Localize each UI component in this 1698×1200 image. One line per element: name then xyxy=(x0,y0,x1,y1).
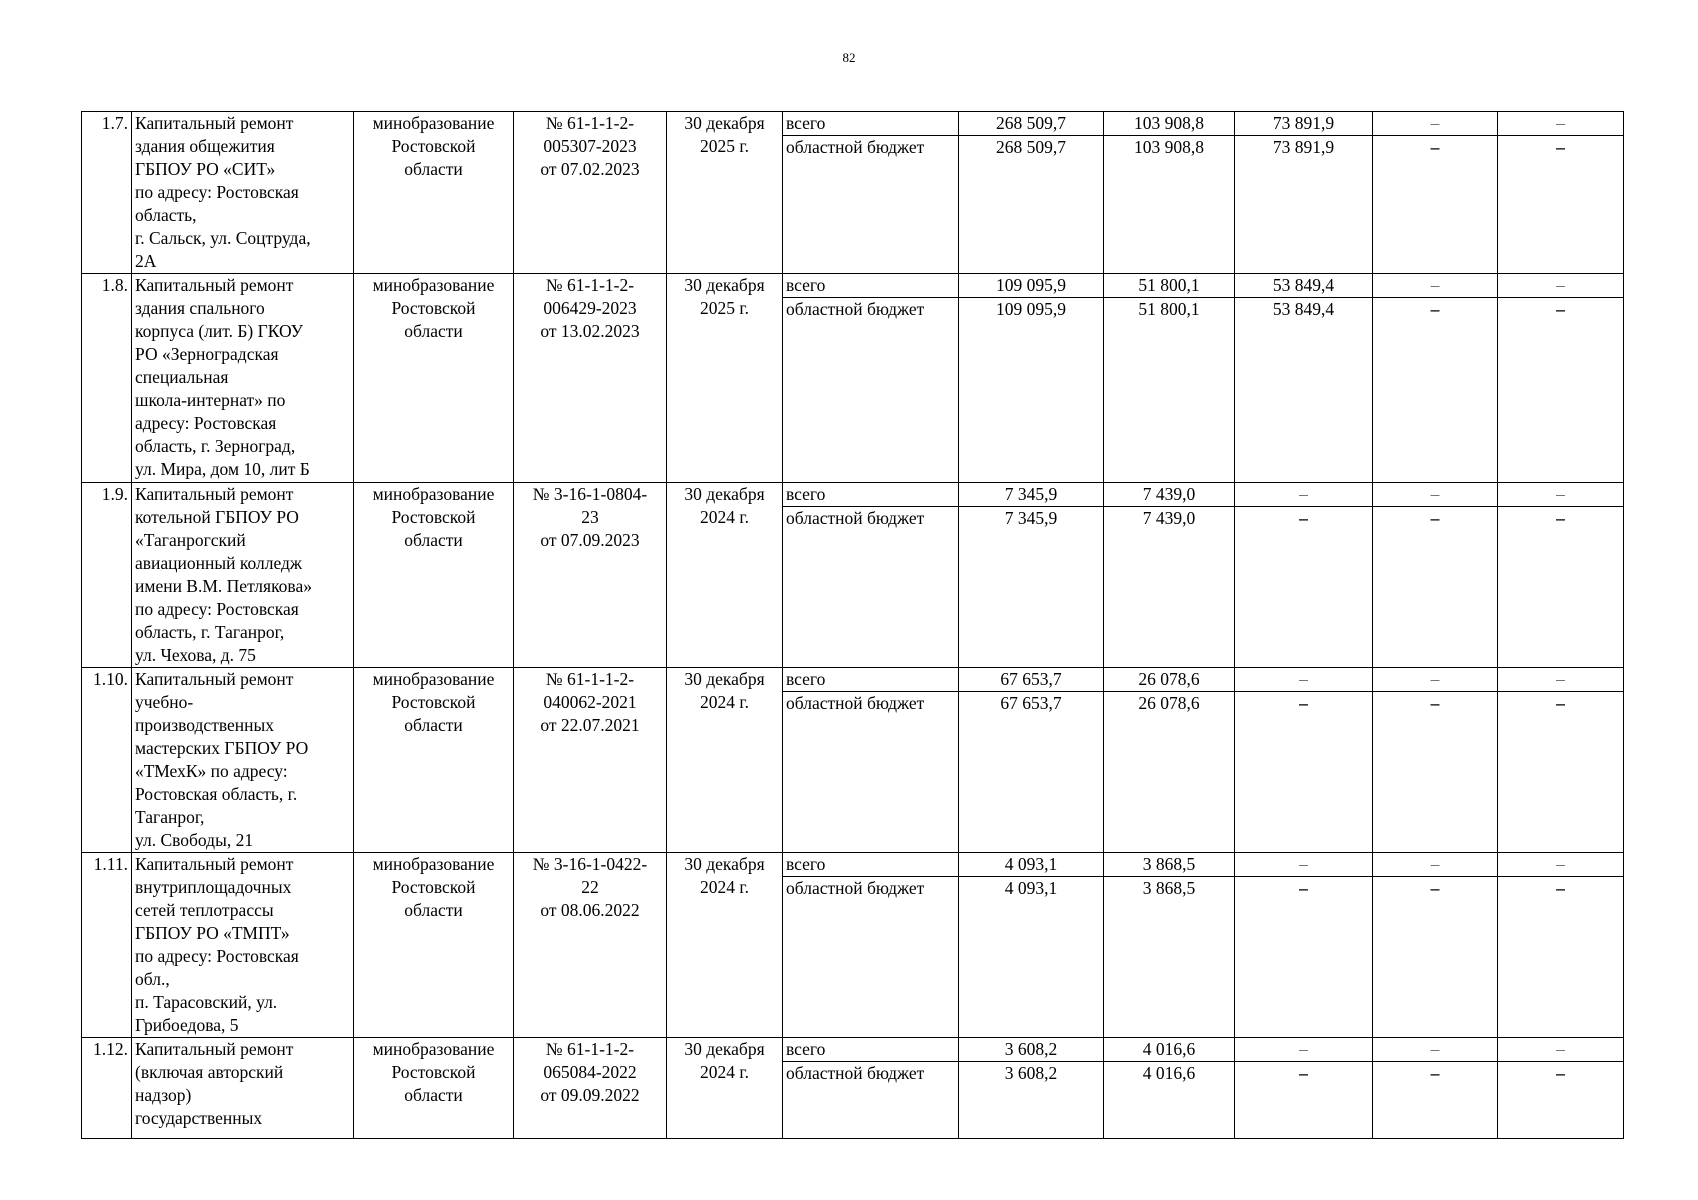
value-col-2: 26 078,6 xyxy=(1104,668,1235,692)
document-ref: № 61-1-1-2- 006429-2023 от 13.02.2023 xyxy=(514,274,667,483)
value-col-1: 109 095,9 xyxy=(959,298,1104,483)
source-regional-label: областной бюджет xyxy=(783,1062,959,1139)
value-col-4: – xyxy=(1373,1038,1498,1062)
value-col-4: – xyxy=(1373,112,1498,136)
object-name: Капитальный ремонт котельной ГБПОУ РО «Таганрогский авиационный колледж имени В.М. Петлякова» по адресу: Ростовская область, г. Таганрог, ул. Чехова, д. 75 xyxy=(132,483,354,668)
value-col-5: – xyxy=(1498,853,1624,877)
table-row xyxy=(82,1038,1624,1062)
value-col-1: 7 345,9 xyxy=(959,507,1104,668)
value-col-4: – xyxy=(1373,853,1498,877)
value-col-1: 4 093,1 xyxy=(959,853,1104,877)
value-col-2: 7 439,0 xyxy=(1104,507,1235,668)
value-col-1: 4 093,1 xyxy=(959,877,1104,1038)
value-col-5: – xyxy=(1498,298,1624,483)
value-col-3: 53 849,4 xyxy=(1235,274,1373,298)
responsible-body: минобразование Ростовской области xyxy=(354,1038,514,1139)
value-col-4: – xyxy=(1373,483,1498,507)
row-number: 1.8. xyxy=(82,274,132,483)
table-row xyxy=(82,483,1624,507)
table-row xyxy=(82,112,1624,136)
responsible-body: минобразование Ростовской области xyxy=(354,112,514,274)
value-col-5: – xyxy=(1498,507,1624,668)
value-col-4: – xyxy=(1373,136,1498,274)
value-col-2: 3 868,5 xyxy=(1104,877,1235,1038)
value-col-1: 67 653,7 xyxy=(959,668,1104,692)
value-col-3: – xyxy=(1235,1038,1373,1062)
document-ref: № 61-1-1-2- 040062-2021 от 22.07.2021 xyxy=(514,668,667,853)
value-col-1: 67 653,7 xyxy=(959,692,1104,853)
value-col-2: 4 016,6 xyxy=(1104,1038,1235,1062)
budget-table xyxy=(81,111,1624,1139)
source-total-label: всего xyxy=(783,112,959,136)
source-regional-label: областной бюджет xyxy=(783,692,959,853)
object-name: Капитальный ремонт учебно- производственных мастерских ГБПОУ РО «ТМехК» по адресу: Ростовская область, г. Таганрог, ул. Свободы, 21 xyxy=(132,668,354,853)
value-col-2: 103 908,8 xyxy=(1104,136,1235,274)
responsible-body: минобразование Ростовской области xyxy=(354,853,514,1038)
value-col-3: – xyxy=(1235,692,1373,853)
value-col-5: – xyxy=(1498,692,1624,853)
value-col-3: – xyxy=(1235,853,1373,877)
table-row xyxy=(82,668,1624,692)
value-col-1: 109 095,9 xyxy=(959,274,1104,298)
source-regional-label: областной бюджет xyxy=(783,877,959,1038)
value-col-4: – xyxy=(1373,877,1498,1038)
value-col-5: – xyxy=(1498,1062,1624,1139)
table-row xyxy=(82,853,1624,877)
source-total-label: всего xyxy=(783,853,959,877)
value-col-2: 103 908,8 xyxy=(1104,112,1235,136)
source-total-label: всего xyxy=(783,1038,959,1062)
value-col-1: 268 509,7 xyxy=(959,136,1104,274)
source-regional-label: областной бюджет xyxy=(783,507,959,668)
page-number: 82 xyxy=(842,50,856,65)
value-col-5: – xyxy=(1498,483,1624,507)
value-col-3: 53 849,4 xyxy=(1235,298,1373,483)
deadline: 30 декабря 2024 г. xyxy=(667,668,783,853)
document-ref: № 3-16-1-0422- 22 от 08.06.2022 xyxy=(514,853,667,1038)
row-number: 1.10. xyxy=(82,668,132,853)
responsible-body: минобразование Ростовской области xyxy=(354,274,514,483)
value-col-5: – xyxy=(1498,112,1624,136)
value-col-2: 7 439,0 xyxy=(1104,483,1235,507)
row-number: 1.11. xyxy=(82,853,132,1038)
value-col-5: – xyxy=(1498,668,1624,692)
value-col-4: – xyxy=(1373,298,1498,483)
value-col-4: – xyxy=(1373,507,1498,668)
source-regional-label: областной бюджет xyxy=(783,298,959,483)
source-total-label: всего xyxy=(783,668,959,692)
document-ref: № 61-1-1-2- 005307-2023 от 07.02.2023 xyxy=(514,112,667,274)
source-regional-label: областной бюджет xyxy=(783,136,959,274)
object-name: Капитальный ремонт внутриплощадочных сетей теплотрассы ГБПОУ РО «ТМПТ» по адресу: Ростовская обл., п. Тарасовский, ул. Грибоедова, 5 xyxy=(132,853,354,1038)
value-col-4: – xyxy=(1373,668,1498,692)
source-total-label: всего xyxy=(783,483,959,507)
value-col-2: 51 800,1 xyxy=(1104,274,1235,298)
value-col-3: 73 891,9 xyxy=(1235,136,1373,274)
source-total-label: всего xyxy=(783,274,959,298)
value-col-1: 7 345,9 xyxy=(959,483,1104,507)
responsible-body: минобразование Ростовской области xyxy=(354,668,514,853)
value-col-5: – xyxy=(1498,877,1624,1038)
deadline: 30 декабря 2025 г. xyxy=(667,112,783,274)
value-col-3: – xyxy=(1235,483,1373,507)
deadline: 30 декабря 2025 г. xyxy=(667,274,783,483)
value-col-1: 3 608,2 xyxy=(959,1038,1104,1062)
value-col-4: – xyxy=(1373,692,1498,853)
value-col-3: – xyxy=(1235,507,1373,668)
value-col-2: 26 078,6 xyxy=(1104,692,1235,853)
value-col-4: – xyxy=(1373,1062,1498,1139)
responsible-body: минобразование Ростовской области xyxy=(354,483,514,668)
value-col-2: 51 800,1 xyxy=(1104,298,1235,483)
value-col-5: – xyxy=(1498,136,1624,274)
value-col-3: – xyxy=(1235,668,1373,692)
table-row xyxy=(82,274,1624,298)
document-ref: № 61-1-1-2- 065084-2022 от 09.09.2022 xyxy=(514,1038,667,1139)
value-col-2: 4 016,6 xyxy=(1104,1062,1235,1139)
object-name: Капитальный ремонт здания общежития ГБПОУ РО «СИТ» по адресу: Ростовская область, г. Сальск, ул. Соцтруда, 2А xyxy=(132,112,354,274)
value-col-5: – xyxy=(1498,1038,1624,1062)
value-col-3: – xyxy=(1235,877,1373,1038)
value-col-1: 3 608,2 xyxy=(959,1062,1104,1139)
object-name: Капитальный ремонт здания спального корпуса (лит. Б) ГКОУ РО «Зерноградская специальная школа-интернат» по адресу: Ростовская область, г. Зерноград, ул. Мира, дом 10, лит Б xyxy=(132,274,354,483)
value-col-3: – xyxy=(1235,1062,1373,1139)
value-col-5: – xyxy=(1498,274,1624,298)
deadline: 30 декабря 2024 г. xyxy=(667,853,783,1038)
deadline: 30 декабря 2024 г. xyxy=(667,1038,783,1139)
row-number: 1.12. xyxy=(82,1038,132,1139)
value-col-3: 73 891,9 xyxy=(1235,112,1373,136)
value-col-1: 268 509,7 xyxy=(959,112,1104,136)
document-ref: № 3-16-1-0804- 23 от 07.09.2023 xyxy=(514,483,667,668)
value-col-2: 3 868,5 xyxy=(1104,853,1235,877)
row-number: 1.7. xyxy=(82,112,132,274)
deadline: 30 декабря 2024 г. xyxy=(667,483,783,668)
object-name: Капитальный ремонт (включая авторский надзор) государственных xyxy=(132,1038,354,1139)
value-col-4: – xyxy=(1373,274,1498,298)
row-number: 1.9. xyxy=(82,483,132,668)
